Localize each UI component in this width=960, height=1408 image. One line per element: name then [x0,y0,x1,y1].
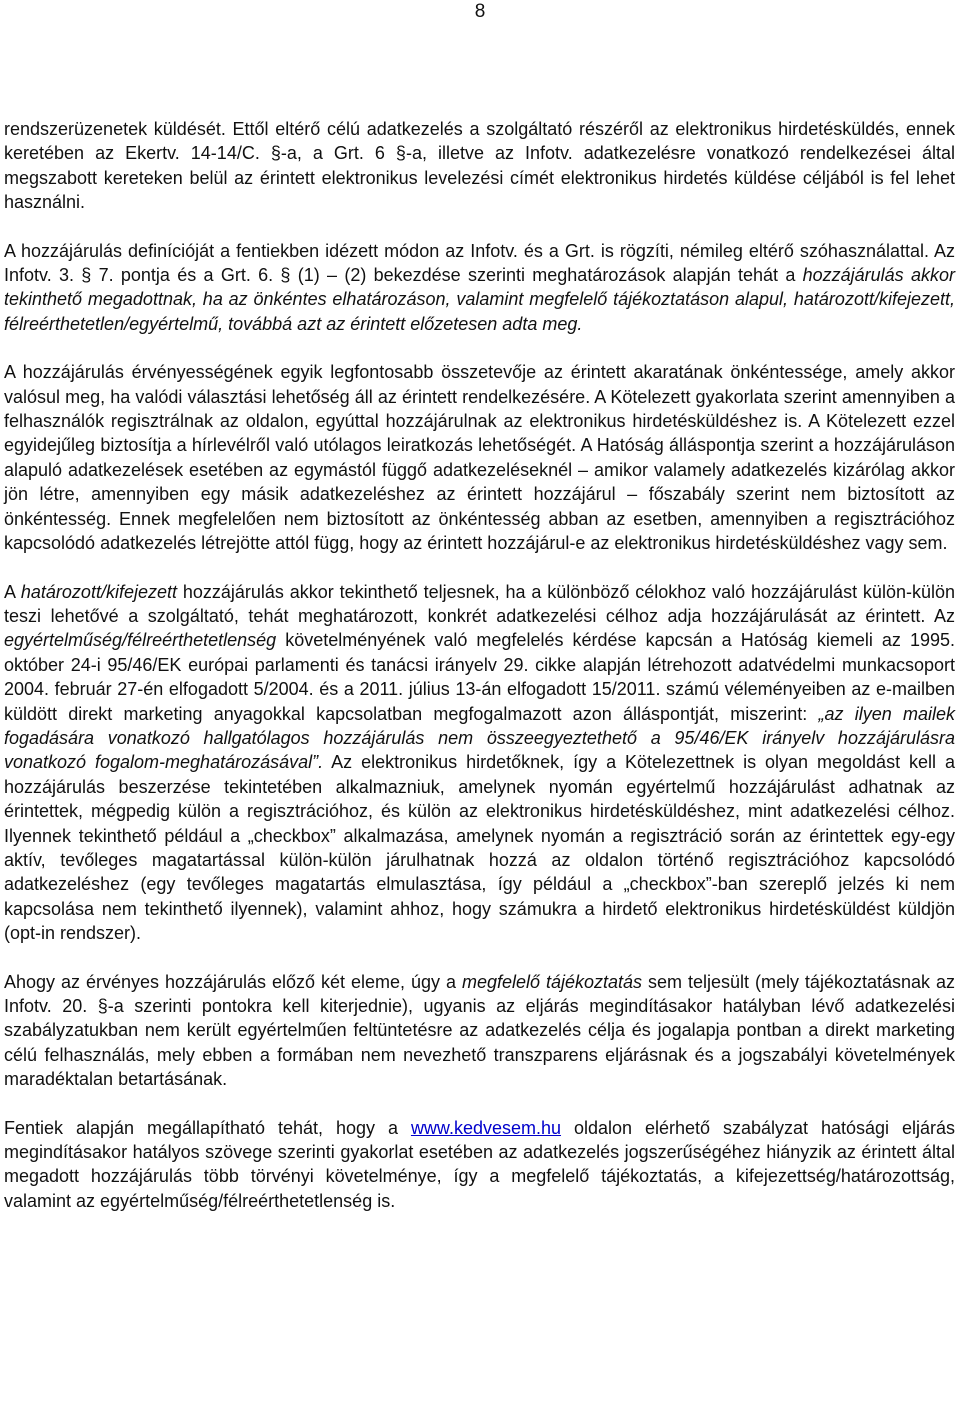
paragraph-text-italic: egyértelműség/félreérthetetlenség [4,630,277,651]
paragraph-text-italic: „az ilyen mailek fogadására vonatkozó hallgatólagos hozzájárulás nem összeegyeztethető a 95/46/EK irányelv hozzájárulásra vonatkozó fogalom-meghatározásával”. [4,703,955,773]
paragraph-text: A [4,581,21,602]
paragraph-2 [4,239,955,337]
document-body [4,117,955,1237]
paragraph-text: oldalon elérhető szabályzat hatósági eljárás megindításakor hatályos szövege szerinti gyakorlat esetében az adatkezelés jogszerűségéhez hiányzik az érintett által megadott hozzájárulás több törvényi követelménye, így a megfelelő tájékoztatás, a kifejezettség/határozottság, valamint az egyértelműség/félreérthetetlenség is. [4,1117,955,1211]
paragraph-text: követelményének való megfelelés kérdése kapcsán a Hatóság kiemeli az 1995. október 24-i 95/46/EK európai parlamenti és tanácsi irányelv 29. cikke alapján létrehozott adatvédelmi munkacsoport 2004. február 27-én elfogadott 5/2004. és a 2011. július 13-án elfogadott 15/2011. számú véleményeiben az e-mailben küldött direkt marketing anyagokkal kapcsolatban megfogalmazott azon álláspontját, miszerint: [4,630,955,724]
paragraph-3 [4,360,955,555]
paragraph-text: Fentiek alapján megállapítható tehát, hogy a [4,1117,411,1138]
paragraph-text: A hozzájárulás érvényességének egyik legfontosabb összetevője az érintett akaratának önkéntessége, amely akkor valósul meg, ha valódi választási lehetőség áll az érintett rendelkezésére. A Kötelezett gyakorlata szerint amennyiben a felhasználók regisztrálnak az oldalon, egyúttal hozzájárulnak az elektronikus hirdetésküldéshez is. A Kötelezett ezzel egyidejűleg biztosítja a hírlevélről való utólagos leiratkozás lehetőségét. A Hatóság álláspontja szerint a hozzájáruláson alapuló adatkezelések esetében az egymástól függő adatkezeléseknél – amikor valamely adatkezelés kizárólag akkor jön létre, amennyiben egy másik adatkezeléshez az érintett hozzájárul – főszabály szerint nem biztosított az önkéntesség. Ennek megfelelően nem biztosított az önkéntesség abban az esetben, amennyiben a regisztrációhoz kapcsolódó adatkezelés létrejötte attól függ, hogy az érintett hozzájárul-e az elektronikus hirdetésküldéshez vagy sem. [4,362,955,554]
paragraph-text: sem teljesült (mely tájékoztatásnak az Infotv. 20. §-a szerinti pontokra kell kiterjednie), ugyanis az eljárás megindításakor hatályban lévő adatkezelési szabályzatukban nem került egyértelműen feltüntetésre az adatkezelés célja és jogalapja pontban a direkt marketing célú felhasználás, mely ebben a formában nem nevezhető transzparens eljárásnak és a jogszabályi követelmények maradéktalan betartásának. [4,971,955,1090]
paragraph-text: A hozzájárulás definícióját a fentiekben idézett módon az Infotv. és a Grt. is rögzíti, némileg eltérő szóhasználattal. Az Infotv. 3. § 7. pontja és a Grt. 6. § (1) – (2) bekezdése szerinti meghatározások alapján tehát a [4,240,955,286]
paragraph-1 [4,117,955,215]
kedvesem-link[interactable]: www.kedvesem.hu [410,1117,562,1138]
paragraph-text: rendszerüzenetek küldését. Ettől eltérő célú adatkezelés a szolgáltató részéről az elektronikus hirdetésküldés, ennek keretében az Ekertv. 14-14/C. §-a, a Grt. 6 §-a, illetve az Infotv. adatkezelésre vonatkozó rendelkezései által megszabott kereteken belül az érintett elektronikus levelezési címét elektronikus hirdetés küldése céljából is fel lehet használni. [4,119,955,213]
paragraph-text-italic: megfelelő tájékoztatás [461,971,643,992]
page-number: 8 [474,1,486,22]
paragraph-text-italic: hozzájárulás akkor tekinthető megadottnak, ha az önkéntes elhatározáson, valamint megfelelő tájékoztatáson alapul, határozott/kifejezett, félreérthetetlen/egyértelmű, továbbá azt az érintett előzetesen adta meg. [4,265,955,334]
paragraph-4 [4,580,955,946]
paragraph-text-italic: határozott/kifejezett [20,581,177,602]
paragraph-text: Ahogy az érvényes hozzájárulás előző két eleme, úgy a [4,971,462,992]
paragraph-6 [4,1116,955,1214]
paragraph-5 [4,970,955,1092]
paragraph-text: Az elektronikus hirdetőknek, így a Kötelezettnek is olyan megoldást kell a hozzájárulás beszerzése tekintetében alkalmazniuk, amelynek nyomán egyértelmű hozzájárulást adhatnak az érintettek, mégpedig külön a regisztrációhoz, és külön az elektronikus hirdetésküldéshez, mint adatkezelési célhoz. Ilyennek tekinthető például a „checkbox” alkalmazása, amelynek nyomán a regisztráció során az érintettek egy-egy aktív, tevőleges magatartással külön-külön járulhatnak hozzá az oldalon történő regisztrációhoz kapcsolódó adatkezeléshez (egy tevőleges magatartás elmulasztása, így például a „checkbox”-ban szereplő jelzés ki nem kapcsolása nem tekinthető ilyennek), valamint ahhoz, hogy számukra a hirdető elektronikus hirdetésküldést küldjön (opt-in rendszer). [4,752,956,944]
paragraph-text: hozzájárulás akkor tekinthető teljesnek, ha a különböző célokhoz való hozzájárulást külön-külön teszi lehetővé a szolgáltató, tehát meghatározott, konkrét adatkezelési célhoz adja hozzájárulását az érintett. Az [4,581,955,626]
